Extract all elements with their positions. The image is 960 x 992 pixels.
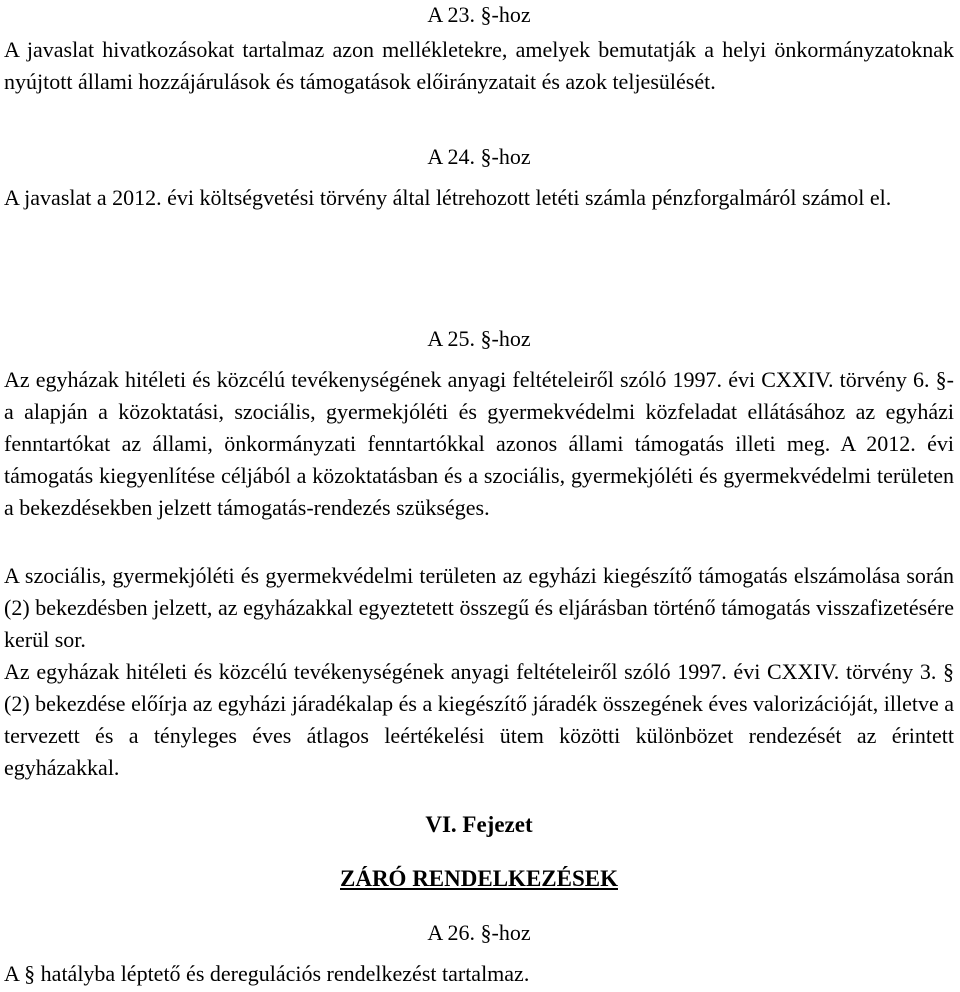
section-text-25-para-2: A szociális, gyermekjóléti és gyermekvédelmi területen az egyházi kiegészítő támogatás elszámolása során (2) bekezdésben jelzett, az egyházakkal egyeztetett összegű és eljárásban történő támogatás visszafizetésére kerül sor. (4, 563, 954, 652)
section-heading-24: A 24. §-hoz (427, 144, 531, 169)
section-text-26: A § hatályba léptető és deregulációs rendelkezést tartalmaz. (4, 961, 530, 986)
section-text-24: A javaslat a 2012. évi költségvetési törvény által létrehozott letéti számla pénzforgalmáról számol el. (4, 185, 892, 210)
section-heading-26: A 26. §-hoz (427, 920, 531, 945)
chapter-title: ZÁRÓ RENDELKEZÉSEK (340, 866, 618, 891)
section-text-23: A javaslat hivatkozásokat tartalmaz azon mellékletekre, amelyek bemutatják a helyi önkormányzatoknak nyújtott állami hozzájárulások és támogatások előirányzatait és azok teljesülését. (4, 37, 954, 94)
chapter-number: VI. Fejezet (425, 812, 533, 837)
section-heading-25: A 25. §-hoz (427, 326, 531, 351)
section-text-25-para-1: Az egyházak hitéleti és közcélú tevékenységének anyagi feltételeiről szóló 1997. évi CXXIV. törvény 6. §-a alapján a közoktatási, szociális, gyermekjóléti és gyermekvédelmi közfeladat ellátásához az egyházi fenntartókat az állami, önkormányzati fenntartókkal azonos állami támogatás illeti meg. A 2012. évi támogatás kiegyenlítése céljából a közoktatásban és a szociális, gyermekjóléti és gyermekvédelmi területen a bekezdésekben jelzett támogatás-rendezés szükséges. (4, 367, 954, 520)
section-heading-23: A 23. §-hoz (427, 2, 531, 27)
section-text-25-para-3: Az egyházak hitéleti és közcélú tevékenységének anyagi feltételeiről szóló 1997. évi CXXIV. törvény 3. § (2) bekezdése előírja az egyházi járadékalap és a kiegészítő járadék összegének éves valorizációját, illetve a tervezett és a tényleges éves átlagos leértékelési ütem közötti különbözet rendezését az érintett egyházakkal. (4, 659, 954, 780)
